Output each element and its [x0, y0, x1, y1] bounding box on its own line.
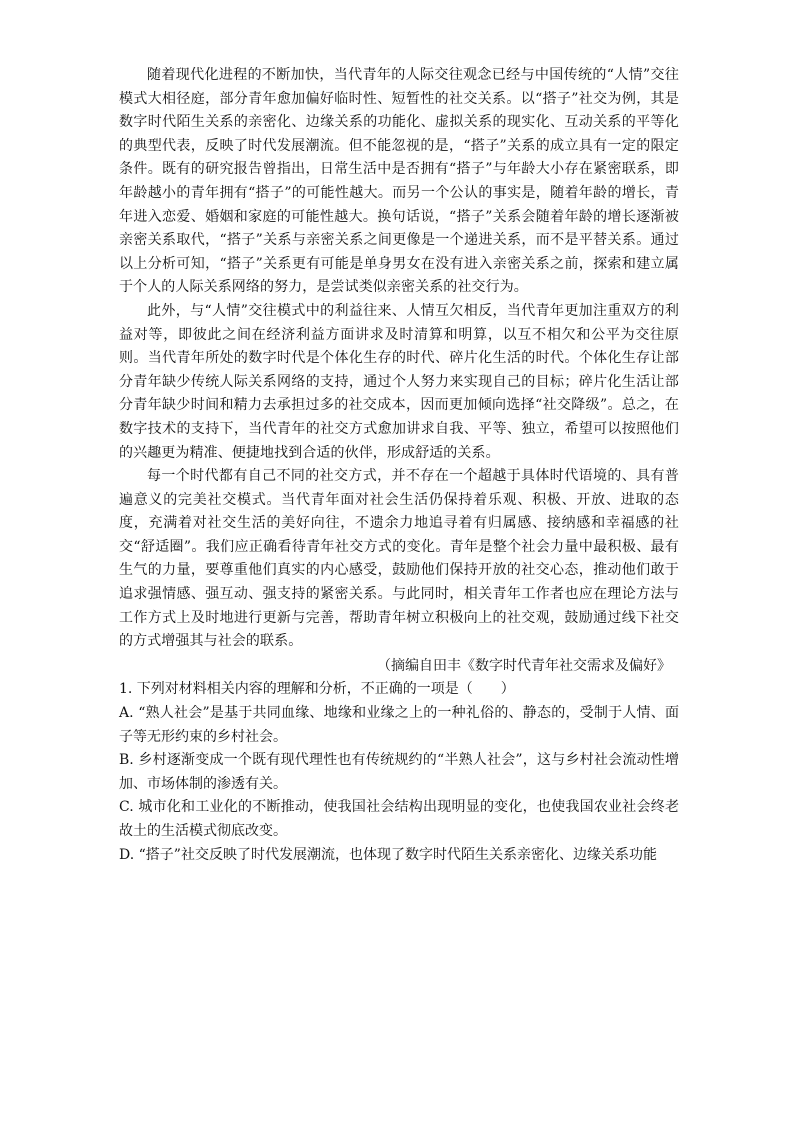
question-block — [119, 678, 679, 867]
option-c: C. 城市化和工业化的不断推动，使我国社会结构出现明显的变化，也使我国农业社会终老故土的生活模式彻底改变。 — [119, 799, 679, 839]
option-a: A. “熟人社会”是基于共同血缘、地缘和业缘之上的一种礼俗的、静态的，受制于人情、面子等无形约束的乡村社会。 — [119, 705, 679, 745]
article-body — [119, 64, 679, 678]
document-page — [119, 64, 679, 867]
article-paragraph-3: 每一个时代都有自己不同的社交方式，并不存在一个超越于具体时代语境的、具有普遍意义的完美社交模式。当代青年面对社会生活仍保持着乐观、积极、开放、进取的态度，充满着对社交生活的美好向往，不遗余力地追寻着有归属感、接纳感和幸福感的社交“舒适圈”。我们应正确看待青年社交方式的变化。青年是整个社会力量中最积极、最有生气的力量，要尊重他们真实的内心感受，鼓励他们保持开放的社交心态，推动他们敢于追求强情感、强互动、强支持的紧密关系。与此同时，相关青年工作者也应在理论方法与工作方式上及时地进行更新与完善，帮助青年树立积极向上的社交观，鼓励通过线下社交的方式增强其与社会的联系。 — [119, 468, 679, 650]
article-paragraph-1: 随着现代化进程的不断加快，当代青年的人际交往观念已经与中国传统的“人情”交往模式大相径庭，部分青年愈加偏好临时性、短暂性的社交关系。以“搭子”社交为例，其是数字时代陌生关系的亲密化、边缘关系的功能化、虚拟关系的现实化、互动关系的平等化的典型代表，反映了时代发展潮流。但不能忽视的是，“搭子”关系的成立具有一定的限定条件。既有的研究报告曾指出，日常生活中是否拥有“搭子”与年龄大小存在紧密联系，即年龄越小的青年拥有“搭子”的可能性越大。而另一个公认的事实是，随着年龄的增长，青年进入恋爱、婚姻和家庭的可能性越大。换句话说，“搭子”关系会随着年龄的增长逐渐被亲密关系取代，“搭子”关系与亲密关系之间更像是一个递进关系，而不是平替关系。通过以上分析可知，“搭子”关系更有可能是单身男女在没有进入亲密关系之前，探索和建立属于个人的人际关系网络的努力，是尝试类似亲密关系的社交行为。 — [119, 67, 679, 296]
article-source: （摘编自田丰《数字时代青年社交需求及偏好》 — [377, 657, 671, 674]
article-paragraph-2: 此外，与“人情”交往模式中的利益往来、人情互欠相反，当代青年更加注重双方的利益对等，即彼此之间在经济利益方面讲求及时清算和明算，以互不相欠和公平为交往原则。当代青年所处的数字时代是个体化生存的时代、碎片化生活的时代。个体化生存让部分青年缺少传统人际关系网络的支持，通过个人努力来实现自己的目标；碎片化生活让部分青年缺少时间和精力去承担过多的社交成本，因而更加倾向选择“社交降级”。总之，在数字技术的支持下，当代青年的社交方式愈加讲求自我、平等、独立，希望可以按照他们的兴趣更为精准、便捷地找到合适的伙伴，形成舒适的关系。 — [119, 302, 679, 461]
option-d: D. “搭子”社交反映了时代发展潮流，也体现了数字时代陌生关系亲密化、边缘关系功能 — [119, 846, 657, 863]
option-b: B. 乡村逐渐变成一个既有现代理性也有传统规约的“半熟人社会”，这与乡村社会流动性增加、市场体制的渗透有关。 — [119, 752, 679, 792]
question-stem: 1. 下列对材料相关内容的理解和分析，不正确的一项是（ ） — [119, 681, 515, 698]
